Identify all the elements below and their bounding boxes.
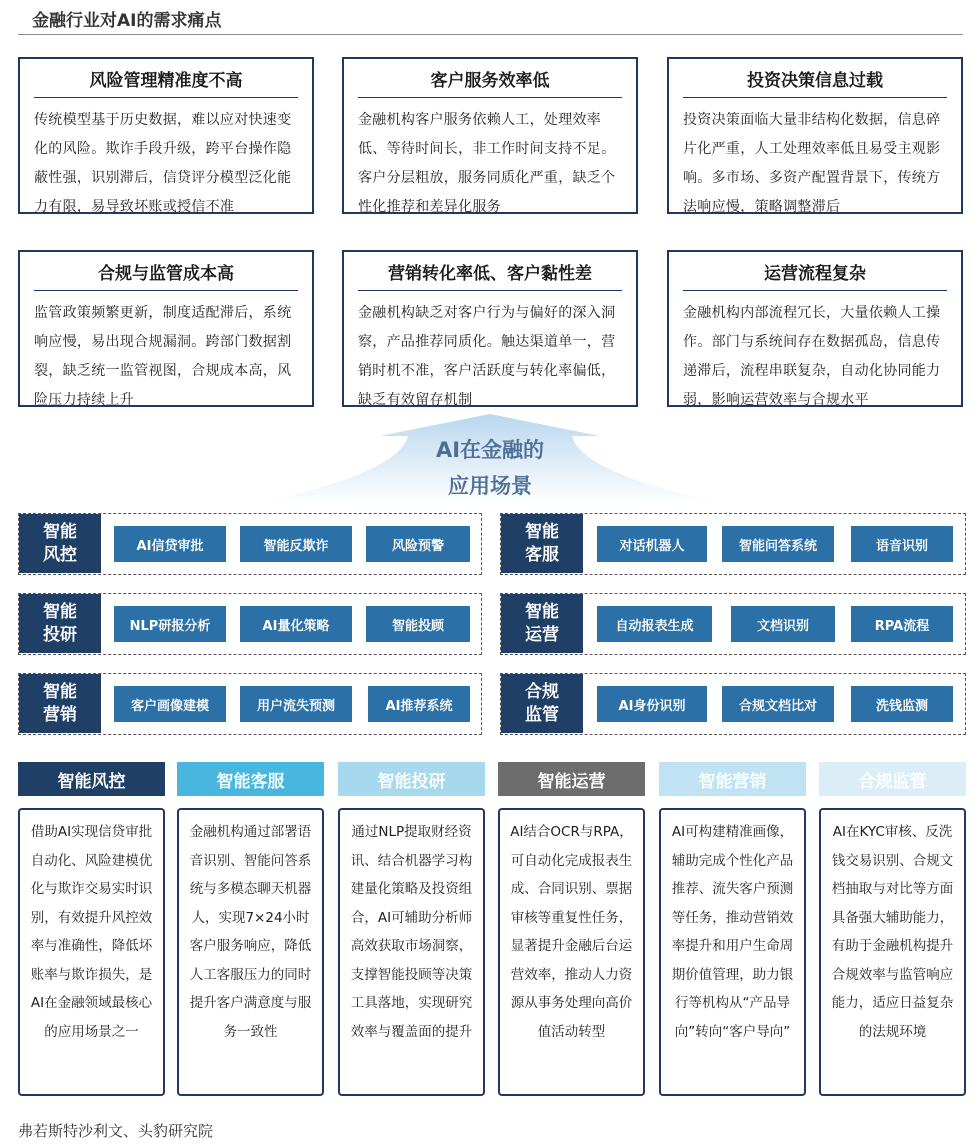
column-head-customer-service: 智能客服 [177, 762, 324, 796]
scenario-tag: 合规文档比对 [722, 686, 834, 722]
page-title: 金融行业对AI的需求痛点 [32, 11, 222, 31]
category-investment-research [18, 593, 482, 655]
category-label: 智能 营销 [19, 674, 101, 733]
category-risk-control [18, 513, 482, 575]
pain-card-operations [667, 250, 963, 407]
pain-card-investment [667, 57, 963, 214]
category-label: 合规 监管 [501, 674, 583, 733]
title-divider [18, 34, 963, 35]
scenario-tag: AI信贷审批 [114, 526, 226, 562]
column-body-operations: AI结合OCR与RPA，可自动化完成报表生成、合同识别、票据审核等重复性任务，显著提升金融后台运营效率，推动人力资源从事务处理向高价值活动转型 [498, 808, 645, 1096]
pain-card-body: 投资决策面临大量非结构化数据，信息碎片化严重，人工处理效率低且易受主观影响。多市场、多资产配置背景下，传统方法响应慢，策略调整滞后 [683, 112, 941, 215]
pain-card-title: 风险管理精准度不高 [89, 70, 243, 91]
pain-card-title: 合规与监管成本高 [98, 263, 234, 284]
category-marketing [18, 673, 482, 735]
pain-card-risk [18, 57, 314, 214]
scenario-tag: NLP研报分析 [114, 606, 226, 642]
pain-card-title: 运营流程复杂 [764, 263, 866, 284]
category-compliance [500, 673, 966, 735]
scenario-tag: AI身份识别 [597, 686, 707, 722]
category-label: 智能 风控 [19, 514, 101, 573]
scenario-tag: AI量化策略 [240, 606, 352, 642]
column-head-operations: 智能运营 [498, 762, 645, 796]
category-label: 智能 运营 [501, 594, 583, 653]
arrow-label-line1: AI在金融的 [435, 438, 545, 462]
category-operations [500, 593, 966, 655]
scenario-tag: 智能反欺诈 [240, 526, 352, 562]
category-customer-service [500, 513, 966, 575]
column-head-investment-research: 智能投研 [338, 762, 485, 796]
scenario-tag: 客户画像建模 [114, 686, 226, 722]
source-note: 弗若斯特沙利文、头豹研究院 [18, 1122, 214, 1140]
pain-card-marketing [342, 250, 638, 407]
column-head-marketing: 智能营销 [659, 762, 806, 796]
scenario-tag: 语音识别 [851, 526, 953, 562]
pain-card-body: 金融机构缺乏对客户行为与偏好的深入洞察，产品推荐同质化。触达渠道单一，营销时机不准，客户活跃度与转化率偏低，缺乏有效留存机制 [358, 305, 616, 408]
pain-card-title: 客户服务效率低 [430, 70, 550, 91]
scenario-tag: 文档识别 [731, 606, 835, 642]
column-body-compliance: AI在KYC审核、反洗钱交易识别、合规文档抽取与对比等方面具备强大辅助能力，有助于金融机构提升合规效率与监管响应能力，适应日益复杂的法规环境 [819, 808, 966, 1096]
pain-card-compliance [18, 250, 314, 407]
category-label: 智能 投研 [19, 594, 101, 653]
column-body-marketing: AI可构建精准画像，辅助完成个性化产品推荐、流失客户预测等任务，推动营销效率提升和用户生命周期价值管理，助力银行等机构从“产品导向”转向“客户导向” [659, 808, 806, 1096]
scenario-tag: 用户流失预测 [240, 686, 352, 722]
pain-card-body: 金融机构客户服务依赖人工，处理效率低、等待时间长，非工作时间支持不足。客户分层粗放，服务同质化严重，缺乏个性化推荐和差异化服务 [358, 112, 616, 215]
column-body-risk-control: 借助AI实现信贷审批自动化、风险建模优化与欺诈交易实时识别，有效提升风控效率与准确性，降低坏账率与欺诈损失，是AI在金融领域最核心的应用场景之一 [18, 808, 165, 1096]
scenario-tag: 智能问答系统 [722, 526, 834, 562]
scenario-tag: 自动报表生成 [597, 606, 712, 642]
arrow-label-line2: 应用场景 [448, 474, 532, 498]
pain-card-body: 传统模型基于历史数据，难以应对快速变化的风险。欺诈手段升级，跨平台操作隐蔽性强，识别滞后，信贷评分模型泛化能力有限，易导致坏账或授信不准 [34, 112, 292, 215]
scenario-tag: 智能投顾 [366, 606, 470, 642]
scenario-tag: 洗钱监测 [851, 686, 953, 722]
pain-card-title: 投资决策信息过载 [747, 70, 883, 91]
scenario-tag: RPA流程 [851, 606, 953, 642]
pain-card-body: 金融机构内部流程冗长，大量依赖人工操作。部门与系统间存在数据孤岛，信息传递滞后，流程串联复杂，自动化协同能力弱，影响运营效率与合规水平 [683, 305, 941, 408]
pain-card-service [342, 57, 638, 214]
scenario-tag: AI推荐系统 [368, 686, 470, 722]
scenario-tag: 风险预警 [366, 526, 470, 562]
pain-card-body: 监管政策频繁更新，制度适配滞后，系统响应慢，易出现合规漏洞。跨部门数据割裂，缺乏统一监管视图，合规成本高，风险压力持续上升 [34, 305, 292, 408]
column-body-customer-service: 金融机构通过部署语音识别、智能问答系统与多模态聊天机器人，实现7×24小时客户服务响应，降低人工客服压力的同时提升客户满意度与服务一致性 [177, 808, 324, 1096]
pain-card-title: 营销转化率低、客户黏性差 [388, 263, 592, 284]
category-label: 智能 客服 [501, 514, 583, 573]
scenario-tag: 对话机器人 [597, 526, 707, 562]
column-head-risk-control: 智能风控 [18, 762, 165, 796]
column-head-compliance: 合规监管 [819, 762, 966, 796]
column-body-investment-research: 通过NLP提取财经资讯、结合机器学习构建量化策略及投资组合，AI可辅助分析师高效获取市场洞察，支撑智能投顾等决策工具落地，实现研究效率与覆盖面的提升 [338, 808, 485, 1096]
